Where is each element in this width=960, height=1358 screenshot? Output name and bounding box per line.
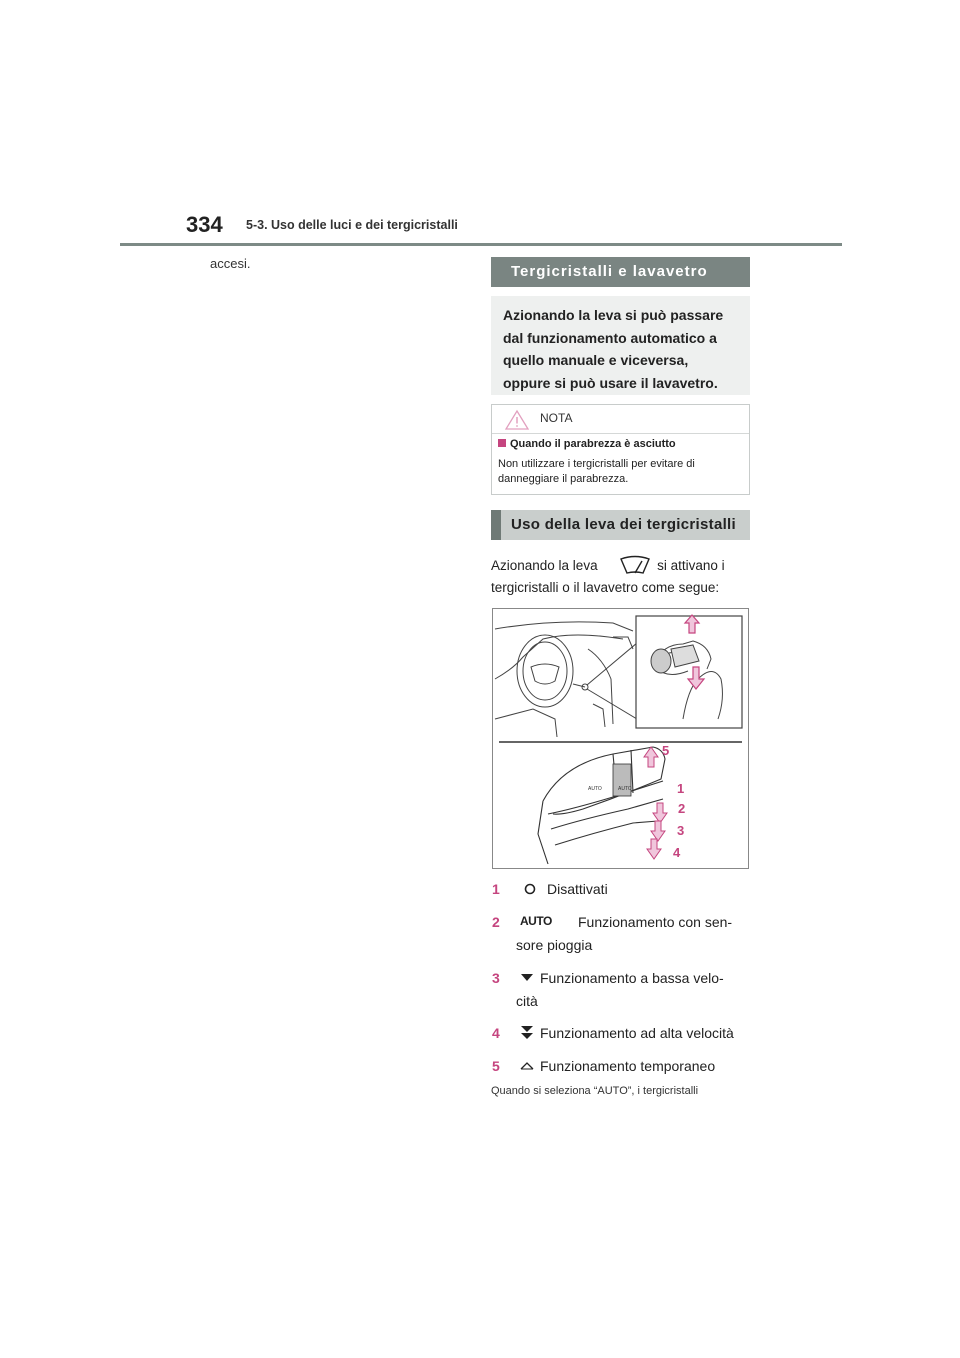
intro-line: Azionando la leva si può passare [503, 307, 724, 323]
header-rule [120, 243, 842, 246]
warning-triangle-icon [504, 409, 530, 431]
auto-icon: AUTO [520, 914, 552, 928]
note-header [492, 405, 749, 434]
mist-icon [520, 1061, 534, 1071]
wiper-symbol-icon [618, 553, 652, 577]
note-box [491, 404, 750, 495]
running-head: 5-3. Uso delle luci e dei tergicristalli [246, 218, 458, 232]
list-text-continued: cità [516, 993, 538, 1009]
list-text-continued: sore pioggia [516, 937, 593, 953]
section-heading-wipers [491, 257, 750, 287]
intro-box [491, 296, 750, 395]
list-number: 5 [492, 1058, 500, 1074]
note-subtitle [498, 438, 676, 450]
continued-text: Quando si seleziona “AUTO”, i tergicristalli [491, 1085, 699, 1097]
lever-illustration [492, 608, 749, 869]
callout-5: 5 [662, 743, 670, 758]
section-title: Tergicristalli e lavavetro [511, 263, 708, 280]
list-number: 2 [492, 914, 500, 930]
intro-line: oppure si può usare il lavavetro. [503, 374, 718, 391]
section-title: Uso della leva dei tergicristalli [511, 516, 736, 533]
off-circle-icon [524, 883, 536, 895]
list-text: Funzionamento con sen- [578, 914, 733, 930]
note-body: Non utilizzare i tergicristalli per evitare di danneggiare il parabrezza. [498, 458, 695, 485]
list-text: Funzionamento temporaneo [540, 1058, 716, 1074]
note-subtitle-text: Quando il parabrezza è asciutto [510, 438, 676, 450]
lever-text-after: si attivano i tergicristalli o il lavavetro come segue: [491, 558, 725, 595]
list-text: Funzionamento ad alta velocità [540, 1025, 734, 1041]
intro-line: quello manuale e viceversa, [503, 352, 689, 368]
list-number: 4 [492, 1025, 500, 1041]
low-speed-icon [520, 973, 534, 983]
list-text: Disattivati [547, 881, 608, 897]
lever-marking-right: AUTO [618, 786, 632, 792]
lever-illustration-drawing [493, 609, 748, 868]
intro-line: dal funzionamento automatico a [503, 329, 717, 346]
callout-1: 1 [677, 781, 685, 796]
page-number: 334 [186, 212, 223, 237]
high-speed-icon [520, 1025, 534, 1041]
section-heading-lever [491, 510, 750, 540]
list-number: 1 [492, 881, 500, 897]
list-text: Funzionamento a bassa velo- [540, 970, 724, 986]
square-bullet-icon [498, 439, 506, 447]
list-number: 3 [492, 970, 500, 986]
left-column-text: accesi. [210, 256, 251, 271]
callout-4: 4 [673, 845, 681, 860]
lever-marking-left: AUTO [588, 786, 602, 792]
note-title: NOTA [540, 411, 573, 425]
callout-3: 3 [677, 823, 685, 838]
lever-text-before: Azionando la leva [491, 558, 598, 573]
callout-2: 2 [678, 801, 686, 816]
